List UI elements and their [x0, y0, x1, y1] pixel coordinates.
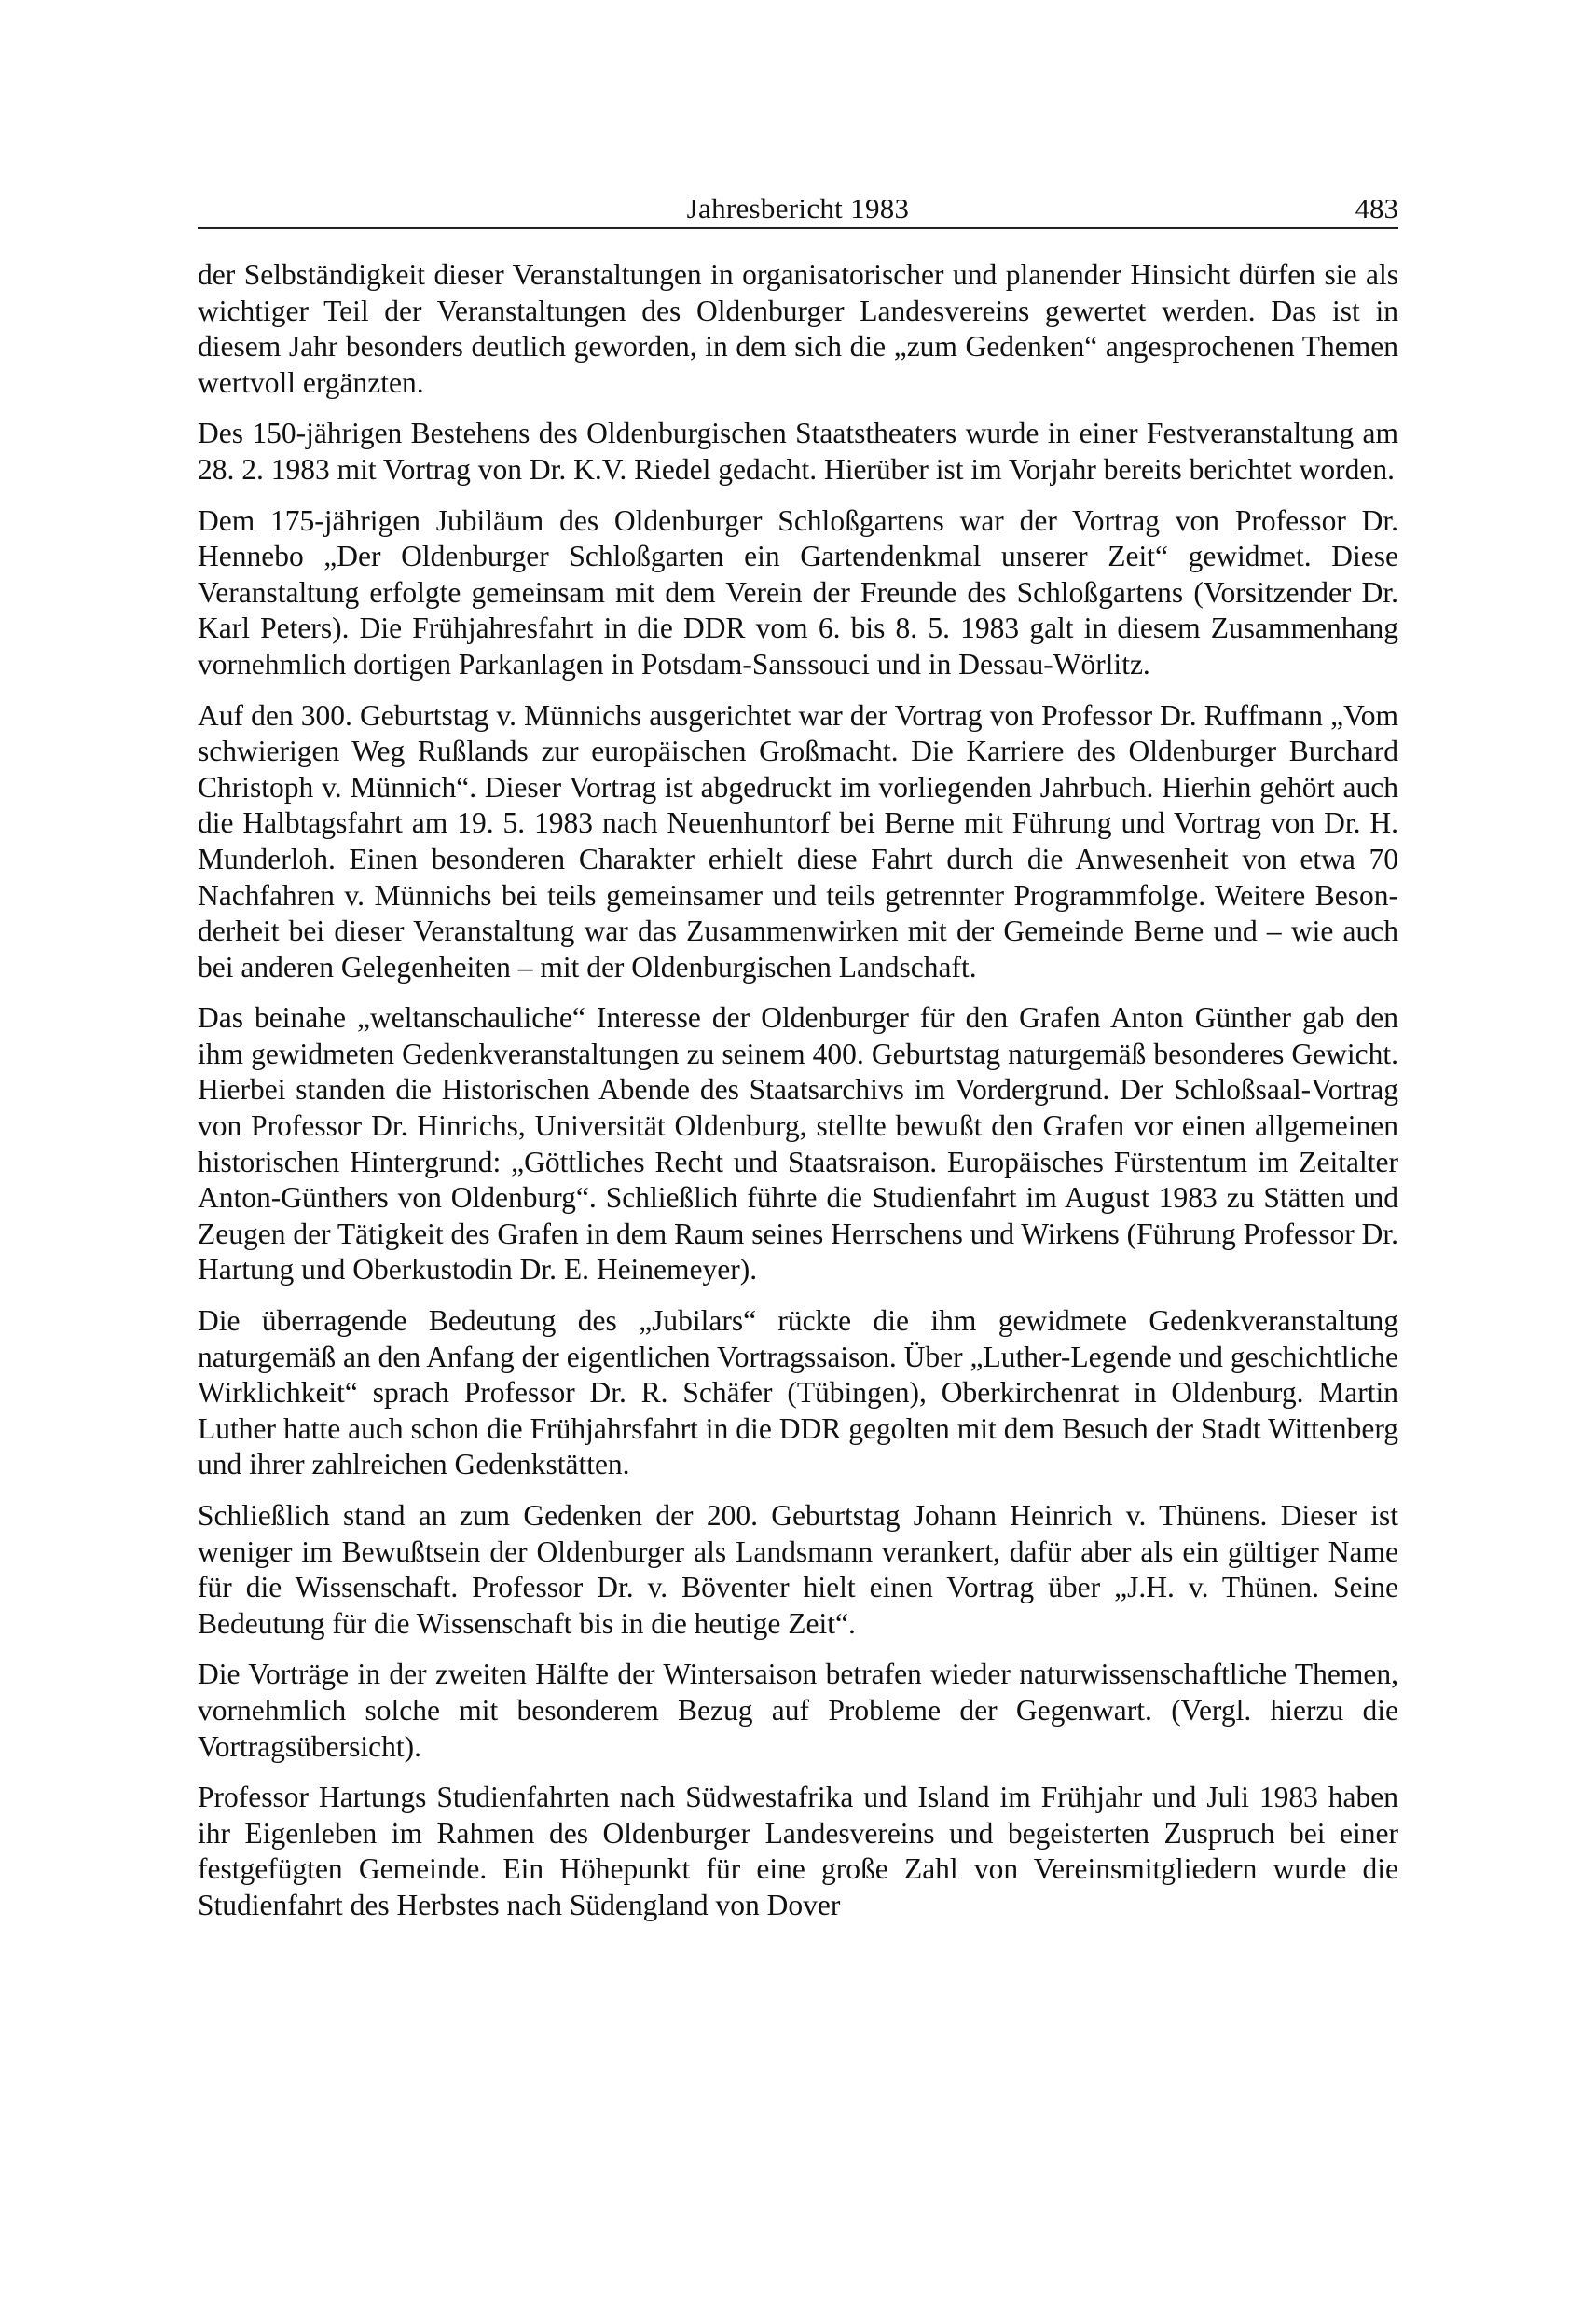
paragraph-2: Des 150-jährigen Bestehens des Oldenburgischen Staatstheaters wurde in einer Festveranstaltung am 28. 2. 1983 mit Vortrag von Dr. K.V. Riedel gedacht. Hierüber ist im Vorjahr bereits berichtet worden. [198, 417, 1398, 486]
paragraph-8: Die Vorträge in der zweiten Hälfte der Wintersaison betrafen wieder naturwissenschaftliche Themen, vornehmlich solche mit besonderem Bezug auf Probleme der Gegenwart. (Vergl. hierzu die Vortragsübersicht). [198, 1658, 1398, 1763]
paragraph-7: Schließlich stand an zum Gedenken der 200. Geburtstag Johann Heinrich v. Thünens. Dieser ist weniger im Bewußtsein der Oldenburger als Landsmann verankert, dafür aber als ein gültiger Name für die Wissenschaft. Professor Dr. v. Böventer hielt einen Vortrag über „J.H. v. Thünen. Seine Bedeutung für die Wissenschaft bis in die heutige Zeit“. [198, 1499, 1398, 1640]
paragraph-3: Dem 175-jährigen Jubiläum des Oldenburger Schloßgartens war der Vortrag von Professor Dr. Hennebo „Der Oldenburger Schloßgarten ein Gartendenkmal unserer Zeit“ gewidmet. Diese Veranstaltung erfolgte gemeinsam mit dem Verein der Freunde des Schloßgartens (Vorsitzender Dr. Karl Peters). Die Frühjahresfahrt in die DDR vom 6. bis 8. 5. 1983 galt in diesem Zusammenhang vornehmlich dortigen Parkanlagen in Potsdam-Sanssouci und in Dessau-Wörlitz. [198, 503, 1398, 681]
paragraph-4: Auf den 300. Geburtstag v. Münnichs ausgerichtet war der Vortrag von Professor Dr. Ruffmann „Vom schwierigen Weg Rußlands zur europäischen Großmacht. Die Karriere des Oldenburger Burchard Christoph v. Münnich“. Dieser Vortrag ist abgedruckt im vorliegenden Jahrbuch. Hierhin gehört auch die Halbtagsfahrt am 19. 5. 1983 nach Neuenhuntorf bei Berne mit Führung und Vortrag von Dr. H. Munderloh. Einen besonderen Charakter erhielt diese Fahrt durch die Anwesenheit von etwa 70 Nachfahren v. Münnichs bei teils gemeinsamer und teils getrennter Programmfolge. Weitere Besonderheit bei dieser Veranstaltung war das Zusammenwirken mit der Gemeinde Berne und – wie auch bei anderen Gelegenheiten – mit der Oldenburgischen Landschaft. [198, 698, 1398, 984]
book-page [198, 183, 1398, 1939]
running-head [198, 183, 1398, 229]
paragraph-1: der Selbständigkeit dieser Veranstaltungen in organisatorischer und planender Hinsicht dürfen sie als wichtiger Teil der Veranstaltungen des Oldenburger Landesvereins gewertet werden. Das ist in diesem Jahr besonders deutlich geworden, in dem sich die „zum Gedenken“ angesprochenen Themen wertvoll ergänzten. [198, 258, 1398, 399]
running-head-title: Jahresbericht 1983 [686, 192, 910, 225]
body-text [198, 257, 1398, 1924]
page-number: 483 [1355, 192, 1398, 225]
paragraph-5: Das beinahe „weltanschauliche“ Interesse der Oldenburger für den Grafen Anton Günther gab den ihm gewidmeten Gedenkveranstaltungen zu seinem 400. Geburtstag naturgemäß besonderes Gewicht. Hierbei standen die Historischen Abende des Staatsarchivs im Vordergrund. Der Schloßsaal-Vortrag von Professor Dr. Hinrichs, Universität Oldenburg, stellte bewußt den Grafen vor einen allgemeinen historischen Hintergrund: „Göttliches Recht und Staatsraison. Europäisches Fürstentum im Zeitalter Anton-Günthers von Oldenburg“. Schließlich führte die Studienfahrt im August 1983 zu Stätten und Zeugen der Tätigkeit des Grafen in dem Raum seines Herrschens und Wirkens (Führung Professor Dr. Hartung und Oberkustodin Dr. E. Heinemeyer). [198, 1001, 1398, 1287]
paragraph-9: Professor Hartungs Studienfahrten nach Südwestafrika und Island im Frühjahr und Juli 1983 haben ihr Eigenleben im Rahmen des Oldenburger Landesvereins und begeisterten Zuspruch bei einer festgefügten Gemeinde. Ein Höhepunkt für eine große Zahl von Vereinsmitgliedern wurde die Studienfahrt des Herbstes nach Südengland von Dover [198, 1781, 1398, 1921]
paragraph-6: Die überragende Bedeutung des „Jubilars“ rückte die ihm gewidmete Gedenkveranstaltung naturgemäß an den Anfang der eigentlichen Vortragssaison. Über „Luther-Legende und geschichtliche Wirklichkeit“ sprach Professor Dr. R. Schäfer (Tübingen), Oberkirchenrat in Oldenburg. Martin Luther hatte auch schon die Frühjahrsfahrt in die DDR gegolten mit dem Besuch der Stadt Wittenberg und ihrer zahlreichen Gedenkstätten. [198, 1304, 1398, 1481]
